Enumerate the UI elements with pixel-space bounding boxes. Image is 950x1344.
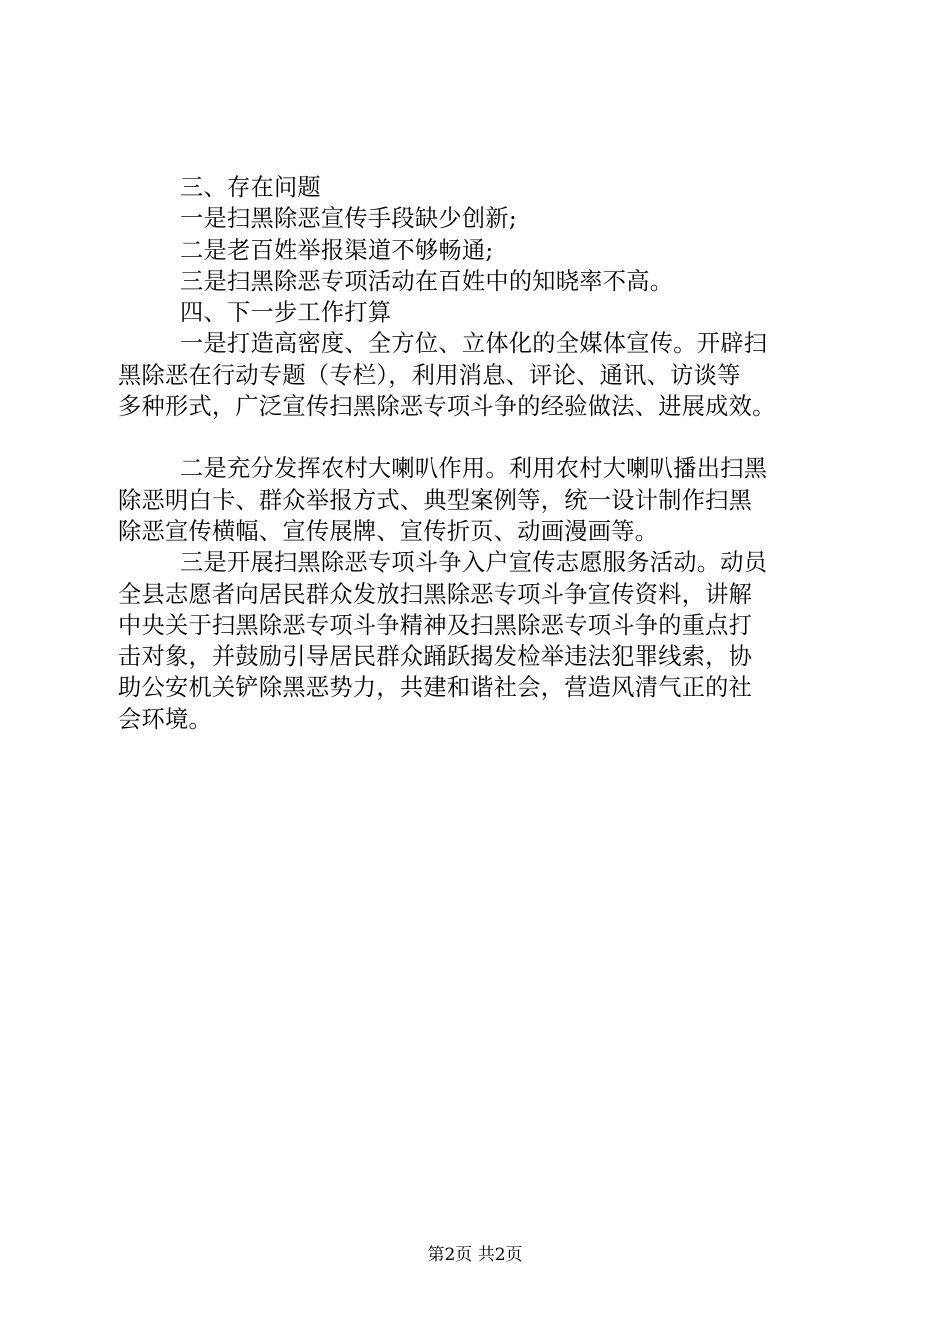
paragraph-line: 黑除恶在行动专题（专栏），利用消息、评论、通讯、访谈等 — [118, 361, 741, 389]
problem-item-3: 三是扫黑除恶专项活动在百姓中的知晓率不高。 — [180, 267, 674, 295]
paragraph-spacer — [118, 422, 836, 453]
paragraph-line: 三是开展扫黑除恶专项斗争入户宣传志愿服务活动。动员 — [180, 549, 768, 577]
paragraph-line: 二是充分发挥农村大喇叭作用。利用农村大喇叭播出扫黑 — [180, 455, 768, 483]
paragraph-line: 助公安机关铲除黑恶势力，共建和谐社会，营造风清气正的社 — [118, 674, 753, 702]
problem-item-2: 二是老百姓举报渠道不够畅通; — [180, 236, 494, 264]
paragraph-line: 一是打造高密度、全方位、立体化的全媒体宣传。开辟扫 — [180, 330, 768, 358]
paragraph-line: 击对象，并鼓励引导居民群众踊跃揭发检举违法犯罪线索，协 — [118, 643, 753, 671]
page-footer: 第2页 共2页 — [427, 1245, 523, 1265]
paragraph-line: 除恶宣传横幅、宣传展牌、宣传折页、动画漫画等。 — [118, 517, 659, 545]
paragraph-line: 全县志愿者向居民群众发放扫黑除恶专项斗争宣传资料，讲解 — [118, 580, 753, 608]
paragraph-line: 多种形式，广泛宣传扫黑除恶专项斗争的经验做法、进展成效。 — [118, 393, 776, 421]
paragraph-line: 中央关于扫黑除恶专项斗争精神及扫黑除恶专项斗争的重点打 — [118, 611, 753, 639]
paragraph-line: 会环境。 — [118, 705, 212, 733]
section-heading-problems: 三、存在问题 — [180, 174, 321, 201]
problem-item-1: 一是扫黑除恶宣传手段缺少创新; — [180, 205, 517, 233]
paragraph-line: 除恶明白卡、群众举报方式、典型案例等，统一设计制作扫黑 — [118, 486, 753, 514]
document-body — [118, 172, 836, 735]
section-heading-next-steps: 四、下一步工作打算 — [180, 299, 392, 327]
